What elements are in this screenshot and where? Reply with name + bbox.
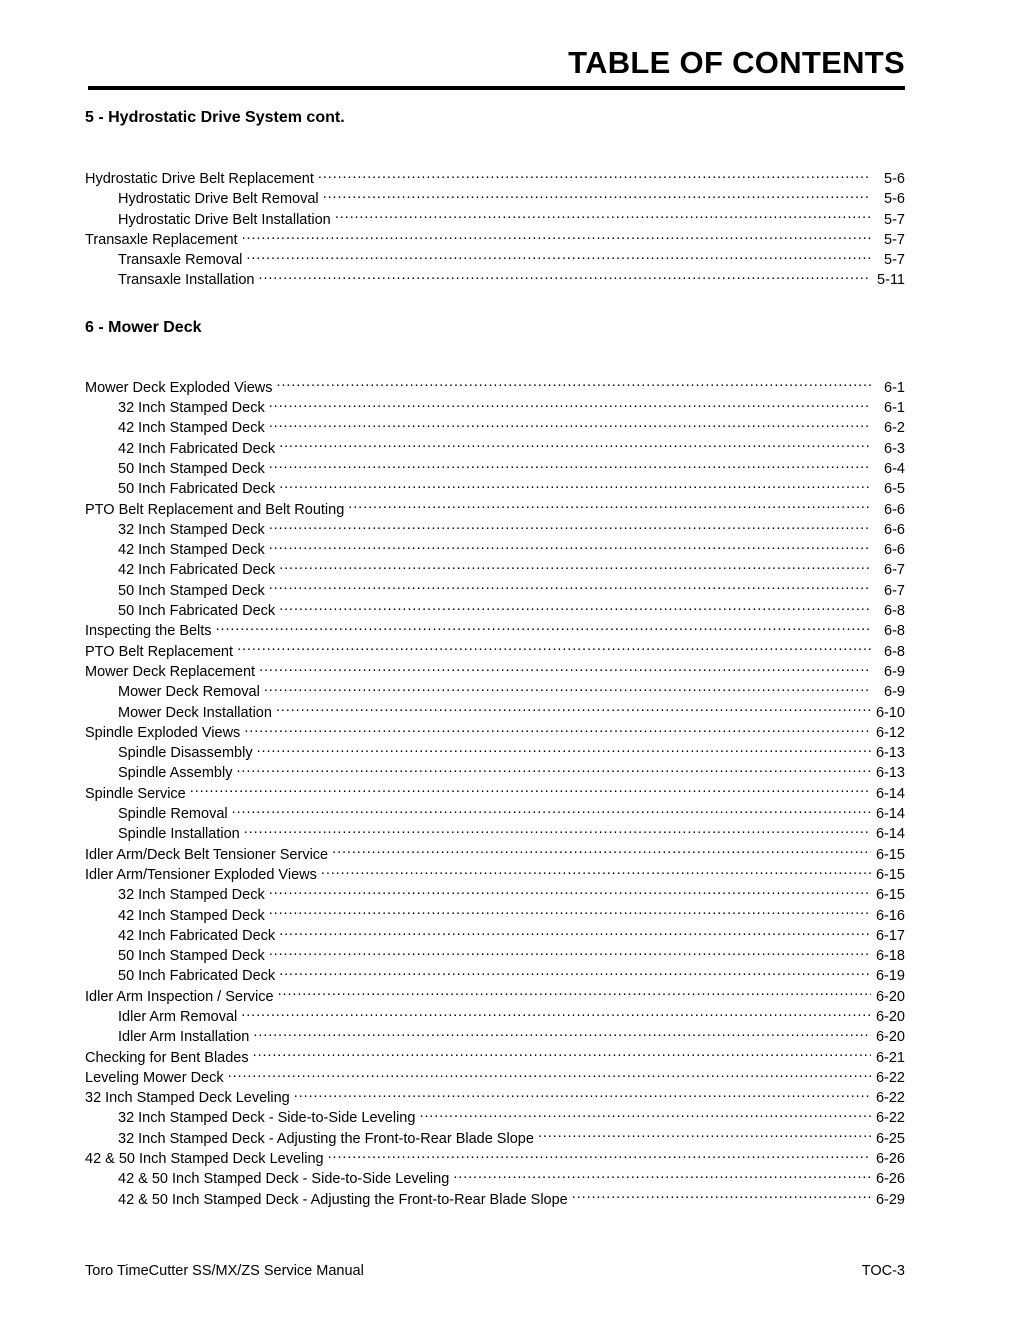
toc-list-section-6	[85, 378, 905, 1210]
toc-entry-page-number: 6-1	[884, 379, 905, 396]
toc-entry-title: 50 Inch Stamped Deck	[118, 948, 265, 965]
dot-leader	[269, 520, 871, 534]
dot-leader	[241, 1007, 871, 1021]
toc-entry[interactable]	[85, 581, 905, 601]
toc-entry[interactable]	[85, 270, 905, 290]
toc-entry-page-number: 6-5	[884, 481, 905, 498]
toc-entry[interactable]	[85, 682, 905, 702]
dot-leader	[279, 601, 871, 615]
dot-leader	[269, 906, 871, 920]
header-divider	[88, 86, 905, 90]
toc-content	[85, 108, 905, 1210]
dot-leader	[279, 966, 871, 980]
toc-entry-title: 32 Inch Stamped Deck	[118, 521, 265, 538]
toc-entry-title: Transaxle Replacement	[85, 231, 238, 248]
toc-entry-page-number: 6-22	[875, 1069, 905, 1086]
toc-entry-page-number: 6-25	[875, 1130, 905, 1147]
toc-entry-title: 32 Inch Stamped Deck - Side-to-Side Leveling	[118, 1110, 416, 1127]
toc-entry-page-number: 6-6	[884, 501, 905, 518]
toc-entry-title: Inspecting the Belts	[85, 623, 212, 640]
toc-entry-title: Spindle Installation	[118, 826, 240, 843]
toc-entry-page-number: 6-15	[875, 866, 905, 883]
toc-entry-page-number: 6-7	[884, 562, 905, 579]
toc-entry-title: Spindle Service	[85, 785, 186, 802]
dot-leader	[572, 1190, 871, 1204]
toc-entry-page-number: 6-19	[875, 968, 905, 985]
dot-leader	[278, 987, 871, 1001]
toc-entry[interactable]	[85, 763, 905, 783]
toc-entry[interactable]	[85, 520, 905, 540]
dot-leader	[237, 642, 871, 656]
dot-leader	[269, 885, 871, 899]
page-title: TABLE OF CONTENTS	[568, 45, 905, 80]
toc-entry[interactable]	[85, 210, 905, 230]
dot-leader	[279, 926, 871, 940]
toc-entry-title: 50 Inch Fabricated Deck	[118, 481, 276, 498]
toc-entry[interactable]	[85, 642, 905, 662]
toc-entry[interactable]	[85, 1088, 905, 1108]
toc-entry-page-number: 6-20	[875, 1029, 905, 1046]
toc-entry-page-number: 5-6	[884, 191, 905, 208]
toc-entry-title: Idler Arm/Deck Belt Tensioner Service	[85, 846, 329, 863]
toc-entry[interactable]	[85, 743, 905, 763]
dot-leader	[242, 230, 871, 244]
toc-entry-title: Spindle Disassembly	[118, 745, 253, 762]
toc-entry-page-number: 6-26	[875, 1151, 905, 1168]
dot-leader	[294, 1088, 871, 1102]
toc-entry[interactable]	[85, 500, 905, 520]
dot-leader	[279, 479, 871, 493]
toc-entry-page-number: 6-9	[884, 684, 905, 701]
toc-entry-page-number: 6-18	[875, 948, 905, 965]
dot-leader	[253, 1048, 871, 1062]
toc-entry-title: PTO Belt Replacement and Belt Routing	[85, 501, 345, 518]
toc-entry[interactable]	[85, 784, 905, 804]
toc-entry[interactable]	[85, 845, 905, 865]
toc-entry[interactable]	[85, 601, 905, 621]
dot-leader	[228, 1068, 871, 1082]
toc-entry-page-number: 6-15	[875, 846, 905, 863]
toc-entry[interactable]	[85, 662, 905, 682]
toc-entry-title: Spindle Exploded Views	[85, 724, 241, 741]
toc-entry[interactable]	[85, 1129, 905, 1149]
toc-entry-title: Idler Arm Inspection / Service	[85, 988, 274, 1005]
toc-entry-title: Checking for Bent Blades	[85, 1049, 249, 1066]
toc-entry-page-number: 6-12	[875, 724, 905, 741]
dot-leader	[332, 845, 871, 859]
toc-entry-page-number: 6-4	[884, 460, 905, 477]
toc-entry-title: 42 Inch Fabricated Deck	[118, 562, 276, 579]
toc-entry[interactable]	[85, 906, 905, 926]
toc-entry[interactable]	[85, 1068, 905, 1088]
toc-entry-title: 42 & 50 Inch Stamped Deck - Adjusting the Front-to-Rear Blade Slope	[118, 1191, 568, 1208]
page-header	[88, 44, 905, 90]
toc-entry-page-number: 5-7	[884, 252, 905, 269]
toc-entry[interactable]	[85, 865, 905, 885]
toc-entry-page-number: 6-20	[875, 1008, 905, 1025]
toc-entry-page-number: 6-6	[884, 542, 905, 559]
toc-entry-title: 32 Inch Stamped Deck	[118, 887, 265, 904]
toc-entry-title: Mower Deck Installation	[118, 704, 272, 721]
toc-entry-page-number: 6-26	[875, 1171, 905, 1188]
toc-entry-title: 42 & 50 Inch Stamped Deck Leveling	[85, 1151, 324, 1168]
toc-entry-title: 42 Inch Stamped Deck	[118, 542, 265, 559]
toc-entry[interactable]	[85, 540, 905, 560]
toc-entry[interactable]	[85, 418, 905, 438]
dot-leader	[253, 1027, 871, 1041]
dot-leader	[279, 439, 871, 453]
toc-entry[interactable]	[85, 189, 905, 209]
dot-leader	[190, 784, 871, 798]
toc-entry[interactable]	[85, 966, 905, 986]
toc-entry-title: 50 Inch Fabricated Deck	[118, 968, 276, 985]
dot-leader	[269, 418, 871, 432]
toc-entry[interactable]	[85, 824, 905, 844]
toc-entry-title: 32 Inch Stamped Deck Leveling	[85, 1090, 290, 1107]
toc-entry-title: Transaxle Installation	[118, 272, 255, 289]
toc-entry-page-number: 6-1	[884, 400, 905, 417]
toc-entry-page-number: 6-6	[884, 521, 905, 538]
dot-leader	[269, 459, 871, 473]
toc-entry[interactable]	[85, 987, 905, 1007]
dot-leader	[321, 865, 871, 879]
toc-entry-page-number: 6-13	[875, 765, 905, 782]
toc-entry[interactable]	[85, 885, 905, 905]
toc-entry-page-number: 6-9	[884, 663, 905, 680]
toc-entry-page-number: 6-14	[875, 806, 905, 823]
toc-entry[interactable]	[85, 479, 905, 499]
toc-entry-page-number: 6-14	[875, 826, 905, 843]
toc-entry-page-number: 6-14	[875, 785, 905, 802]
dot-leader	[259, 270, 871, 284]
toc-list-section-5	[85, 169, 905, 291]
toc-entry[interactable]	[85, 926, 905, 946]
dot-leader	[246, 250, 871, 264]
toc-entry-page-number: 6-17	[875, 927, 905, 944]
dot-leader	[419, 1108, 871, 1122]
toc-entry-title: Idler Arm/Tensioner Exploded Views	[85, 866, 317, 883]
dot-leader	[277, 378, 871, 392]
dot-leader	[323, 189, 871, 203]
toc-entry[interactable]	[85, 230, 905, 250]
dot-leader	[244, 723, 871, 737]
toc-entry-title: PTO Belt Replacement	[85, 643, 234, 660]
toc-entry-title: 42 Inch Stamped Deck	[118, 420, 265, 437]
toc-entry-title: Hydrostatic Drive Belt Replacement	[85, 171, 314, 187]
toc-entry-title: Hydrostatic Drive Belt Installation	[118, 211, 331, 228]
toc-entry-page-number: 6-10	[875, 704, 905, 721]
toc-entry[interactable]	[85, 439, 905, 459]
toc-entry-title: 50 Inch Stamped Deck	[118, 460, 265, 477]
toc-entry[interactable]	[85, 804, 905, 824]
toc-entry[interactable]	[85, 1027, 905, 1047]
toc-entry-page-number: 6-29	[875, 1191, 905, 1208]
dot-leader	[216, 621, 871, 635]
toc-entry[interactable]	[85, 946, 905, 966]
dot-leader	[279, 560, 871, 574]
toc-entry-page-number: 6-20	[875, 988, 905, 1005]
toc-entry-page-number: 5-6	[884, 171, 905, 187]
toc-entry-page-number: 6-22	[875, 1110, 905, 1127]
toc-entry-title: Idler Arm Removal	[118, 1008, 238, 1025]
toc-entry-page-number: 6-2	[884, 420, 905, 437]
section-heading-6: 6 - Mower Deck	[85, 318, 202, 336]
toc-entry[interactable]	[85, 621, 905, 641]
toc-entry-title: 42 Inch Fabricated Deck	[118, 927, 276, 944]
toc-entry-title: Mower Deck Replacement	[85, 663, 256, 680]
toc-entry[interactable]	[85, 703, 905, 723]
toc-entry-title: 50 Inch Fabricated Deck	[118, 603, 276, 620]
toc-entry-title: 50 Inch Stamped Deck	[118, 582, 265, 599]
toc-entry-title: 42 Inch Fabricated Deck	[118, 440, 276, 457]
toc-entry[interactable]	[85, 398, 905, 418]
toc-entry-page-number: 6-8	[884, 623, 905, 640]
toc-entry[interactable]	[85, 1007, 905, 1027]
toc-entry-title: Spindle Assembly	[118, 765, 233, 782]
toc-entry-page-number: 6-13	[875, 745, 905, 762]
dot-leader	[269, 946, 871, 960]
dot-leader	[244, 824, 871, 838]
toc-entry-title: Transaxle Removal	[118, 252, 243, 269]
dot-leader	[259, 662, 871, 676]
toc-entry-page-number: 6-21	[875, 1049, 905, 1066]
toc-entry-title: Hydrostatic Drive Belt Removal	[118, 191, 319, 208]
toc-entry-title: Leveling Mower Deck	[85, 1069, 224, 1086]
toc-entry[interactable]	[85, 250, 905, 270]
toc-entry[interactable]	[85, 459, 905, 479]
toc-entry[interactable]	[85, 1149, 905, 1169]
toc-entry-page-number: 6-3	[884, 440, 905, 457]
toc-entry-title: Mower Deck Exploded Views	[85, 379, 273, 396]
dot-leader	[453, 1169, 871, 1183]
toc-entry-page-number: 6-16	[875, 907, 905, 924]
dot-leader	[232, 804, 871, 818]
toc-entry-page-number: 6-8	[884, 643, 905, 660]
toc-entry-title: 32 Inch Stamped Deck - Adjusting the Front-to-Rear Blade Slope	[118, 1130, 534, 1147]
toc-entry-page-number: 5-7	[884, 231, 905, 248]
dot-leader	[269, 540, 871, 554]
toc-entry[interactable]	[85, 1190, 905, 1210]
toc-entry[interactable]	[85, 169, 905, 189]
page-footer	[85, 1262, 905, 1280]
toc-entry-title: 42 Inch Stamped Deck	[118, 907, 265, 924]
toc-entry-page-number: 6-7	[884, 582, 905, 599]
toc-entry-page-number: 5-7	[884, 211, 905, 228]
dot-leader	[276, 703, 871, 717]
dot-leader	[264, 682, 871, 696]
dot-leader	[348, 500, 871, 514]
toc-entry-page-number: 6-8	[884, 603, 905, 620]
dot-leader	[236, 763, 871, 777]
toc-entry-title: 42 & 50 Inch Stamped Deck - Side-to-Side Leveling	[118, 1171, 450, 1188]
section-heading-5: 5 - Hydrostatic Drive System cont.	[85, 109, 345, 126]
footer-manual-title: Toro TimeCutter SS/MX/ZS Service Manual	[85, 1263, 364, 1279]
dot-leader	[538, 1129, 871, 1143]
toc-entry[interactable]	[85, 723, 905, 743]
toc-entry[interactable]	[85, 1169, 905, 1189]
dot-leader	[318, 169, 871, 183]
toc-entry-title: Idler Arm Installation	[118, 1029, 250, 1046]
footer-page-number: TOC-3	[861, 1263, 905, 1279]
toc-entry[interactable]	[85, 1048, 905, 1068]
toc-entry-title: 32 Inch Stamped Deck	[118, 400, 265, 417]
toc-entry[interactable]	[85, 560, 905, 580]
dot-leader	[257, 743, 871, 757]
toc-entry[interactable]	[85, 378, 905, 398]
dot-leader	[269, 398, 871, 412]
toc-entry-page-number: 5-11	[877, 272, 905, 289]
toc-entry[interactable]	[85, 1108, 905, 1128]
toc-entry-page-number: 6-15	[875, 887, 905, 904]
toc-entry-page-number: 6-22	[875, 1090, 905, 1107]
dot-leader	[328, 1149, 871, 1163]
dot-leader	[335, 210, 871, 224]
toc-entry-title: Mower Deck Removal	[118, 684, 260, 701]
toc-entry-title: Spindle Removal	[118, 806, 228, 823]
dot-leader	[269, 581, 871, 595]
